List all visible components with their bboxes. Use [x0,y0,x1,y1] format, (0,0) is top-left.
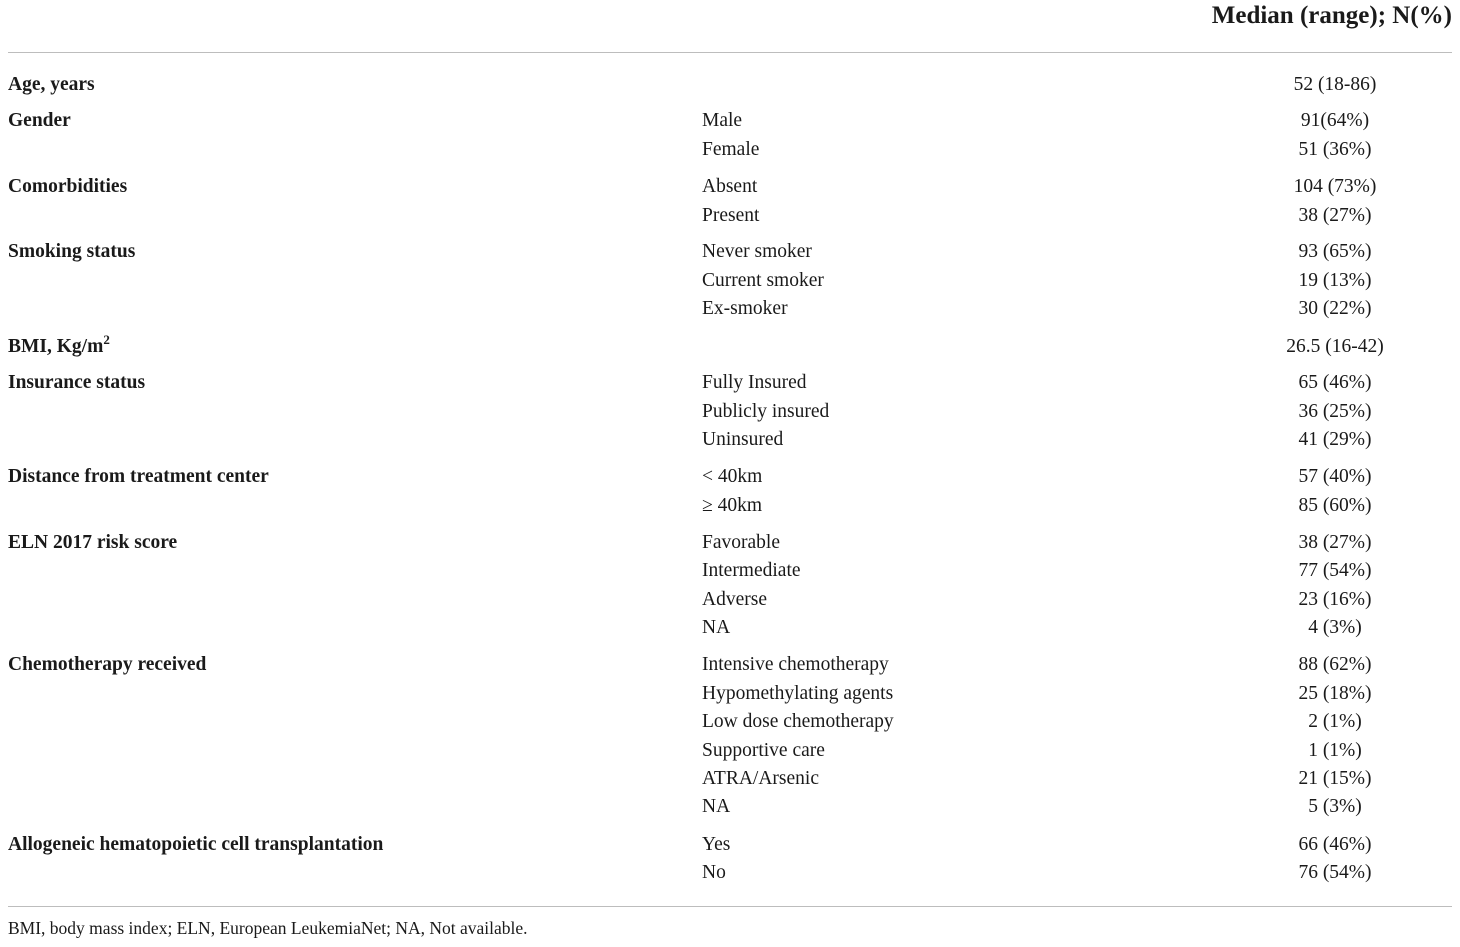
row-label: Smoking status [8,241,136,262]
row-subcategory: Intermediate [702,560,801,581]
row-value: 57 (40%) [1298,466,1372,487]
row-subcategory: Adverse [702,589,767,610]
row-subcategory: Current smoker [702,270,824,291]
row-value: 25 (18%) [1298,683,1372,704]
row-value: 23 (16%) [1298,589,1372,610]
row-subcategory: No [702,862,726,883]
row-subcategory: ATRA/Arsenic [702,768,819,789]
row-label: BMI, $Kg/m^2$ [8,332,110,357]
row-subcategory: ≥ 40km [702,495,762,516]
row-value: 26.5 (16-42) [1286,336,1384,357]
row-value: 88 (62%) [1298,654,1372,675]
row-label: Allogeneic hematopoietic cell transplantation [8,834,384,855]
row-value: 38 (27%) [1298,205,1372,226]
footer-rule [8,906,1452,907]
row-subcategory: Present [702,205,760,226]
row-value: 19 (13%) [1298,270,1372,291]
row-value: 38 (27%) [1298,532,1372,553]
row-value: 5 (3%) [1308,796,1362,817]
row-subcategory: Female [702,139,760,160]
row-label: Gender [8,110,71,131]
row-value: 41 (29%) [1298,429,1372,450]
row-value: 76 (54%) [1298,862,1372,883]
row-label: Age, years [8,74,95,95]
row-subcategory: Fully Insured [702,372,807,393]
row-subcategory: Favorable [702,532,780,553]
row-value: 36 (25%) [1298,401,1372,422]
header-rule [8,52,1452,53]
row-subcategory: Intensive chemotherapy [702,654,889,675]
row-subcategory: Publicly insured [702,401,830,422]
table-footnote: BMI, body mass index; ELN, European LeukemiaNet; NA, Not available. [8,918,528,938]
row-value: 4 (3%) [1308,617,1362,638]
row-subcategory: Never smoker [702,241,812,262]
row-subcategory: Hypomethylating agents [702,683,894,704]
row-subcategory: NA [702,796,731,817]
row-subcategory: Male [702,110,743,131]
row-subcategory: Yes [702,834,731,855]
row-value: 104 (73%) [1293,176,1377,197]
row-value: 91(64%) [1300,110,1370,131]
row-value: 85 (60%) [1298,495,1372,516]
row-subcategory: NA [702,617,731,638]
row-subcategory: Ex-smoker [702,298,788,319]
row-value: 1 (1%) [1308,740,1362,761]
row-subcategory: Supportive care [702,740,825,761]
row-value: 66 (46%) [1298,834,1372,855]
row-subcategory: Low dose chemotherapy [702,711,894,732]
row-label: Distance from treatment center [8,466,269,487]
row-value: 65 (46%) [1298,372,1372,393]
row-label: ELN 2017 risk score [8,532,178,553]
row-value: 51 (36%) [1298,139,1372,160]
row-value: 21 (15%) [1298,768,1372,789]
row-label: Insurance status [8,372,146,393]
value-column-header: Median (range); N(%) [1211,2,1452,29]
row-value: 52 (18-86) [1293,74,1377,95]
row-value: 30 (22%) [1298,298,1372,319]
row-label: Comorbidities [8,176,128,197]
row-value: 93 (65%) [1298,241,1372,262]
row-subcategory: Uninsured [702,429,784,450]
row-subcategory: < 40km [702,466,763,487]
row-subcategory: Absent [702,176,758,197]
row-value: 77 (54%) [1298,560,1372,581]
row-label: Chemotherapy received [8,654,207,675]
row-value: 2 (1%) [1308,711,1362,732]
